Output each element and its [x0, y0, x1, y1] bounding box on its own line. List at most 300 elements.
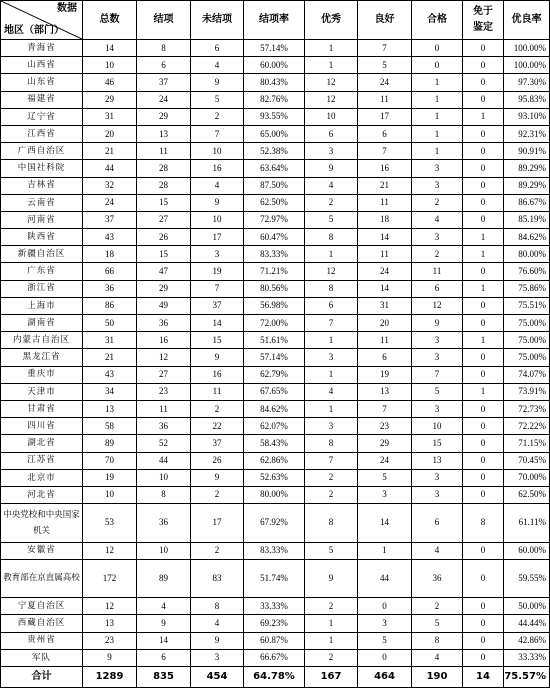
cell-not-completed: 4 — [191, 615, 244, 632]
cell-not-completed: 9 — [191, 349, 244, 366]
cell-total: 53 — [83, 504, 137, 543]
cell-good-rate: 75.86% — [504, 280, 550, 297]
cell-total: 13 — [83, 400, 137, 417]
cell-rate: 60.47% — [244, 229, 305, 246]
cell-exempt: 8 — [463, 504, 504, 543]
cell-region: 安徽省 — [1, 542, 83, 559]
cell-good-rate: 50.00% — [504, 598, 550, 615]
cell-excellent: 1 — [305, 632, 358, 649]
table-row — [1, 332, 550, 349]
cell-pass: 7 — [412, 366, 463, 383]
cell-pass: 4 — [412, 542, 463, 559]
cell-rate: 72.97% — [244, 211, 305, 228]
cell-completed: 14 — [137, 632, 191, 649]
cell-region: 湖南省 — [1, 315, 83, 332]
cell-total: 12 — [83, 542, 137, 559]
cell-exempt: 0 — [463, 486, 504, 503]
cell-good: 44 — [358, 559, 412, 598]
cell-good: 7 — [358, 143, 412, 160]
cell-excellent: 4 — [305, 177, 358, 194]
cell-exempt: 0 — [463, 452, 504, 469]
header-total: 总数 — [83, 1, 137, 40]
cell-good: 16 — [358, 160, 412, 177]
cell-rate: 51.61% — [244, 332, 305, 349]
cell-good-rate: 75.00% — [504, 349, 550, 366]
cell-rate: 66.67% — [244, 649, 305, 666]
cell-total: 20 — [83, 125, 137, 142]
cell-not-completed: 17 — [191, 229, 244, 246]
table-row — [1, 160, 550, 177]
total-good: 464 — [358, 667, 412, 688]
cell-excellent: 1 — [305, 366, 358, 383]
cell-excellent: 1 — [305, 57, 358, 74]
cell-region: 广西自治区 — [1, 143, 83, 160]
cell-region: 军队 — [1, 649, 83, 666]
cell-completed: 37 — [137, 74, 191, 91]
cell-pass: 0 — [412, 40, 463, 57]
cell-rate: 67.92% — [244, 504, 305, 543]
cell-region: 吉林省 — [1, 177, 83, 194]
cell-good: 0 — [358, 598, 412, 615]
cell-completed: 29 — [137, 280, 191, 297]
cell-exempt: 0 — [463, 297, 504, 314]
cell-good: 3 — [358, 486, 412, 503]
cell-completed: 27 — [137, 211, 191, 228]
cell-good-rate: 97.30% — [504, 74, 550, 91]
cell-exempt: 0 — [463, 211, 504, 228]
header-exempt — [463, 1, 504, 40]
cell-total: 89 — [83, 435, 137, 452]
cell-region: 中国社科院 — [1, 160, 83, 177]
table-row — [1, 452, 550, 469]
cell-good: 5 — [358, 469, 412, 486]
cell-region: 黑龙江省 — [1, 349, 83, 366]
header-rate: 结项率 — [244, 1, 305, 40]
cell-rate: 65.00% — [244, 125, 305, 142]
cell-not-completed: 2 — [191, 486, 244, 503]
cell-good-rate: 90.91% — [504, 143, 550, 160]
cell-rate: 60.87% — [244, 632, 305, 649]
table-row — [1, 383, 550, 400]
cell-region: 河北省 — [1, 486, 83, 503]
total-total: 1289 — [83, 667, 137, 688]
cell-excellent: 12 — [305, 74, 358, 91]
cell-pass: 0 — [412, 57, 463, 74]
cell-completed: 28 — [137, 160, 191, 177]
cell-not-completed: 22 — [191, 418, 244, 435]
table-row — [1, 40, 550, 57]
cell-excellent: 12 — [305, 263, 358, 280]
cell-good: 6 — [358, 349, 412, 366]
cell-completed: 23 — [137, 383, 191, 400]
cell-total: 31 — [83, 332, 137, 349]
cell-pass: 3 — [412, 469, 463, 486]
cell-region: 天津市 — [1, 383, 83, 400]
cell-rate: 84.62% — [244, 400, 305, 417]
cell-completed: 4 — [137, 598, 191, 615]
cell-total: 172 — [83, 559, 137, 598]
cell-exempt: 0 — [463, 263, 504, 280]
cell-completed: 15 — [137, 194, 191, 211]
table-row — [1, 315, 550, 332]
cell-region: 贵州省 — [1, 632, 83, 649]
cell-exempt: 0 — [463, 315, 504, 332]
cell-good: 3 — [358, 615, 412, 632]
cell-completed: 36 — [137, 418, 191, 435]
cell-region: 浙江省 — [1, 280, 83, 297]
cell-not-completed: 10 — [191, 211, 244, 228]
cell-good: 13 — [358, 383, 412, 400]
cell-excellent: 8 — [305, 229, 358, 246]
cell-total: 29 — [83, 91, 137, 108]
cell-total: 21 — [83, 349, 137, 366]
cell-good-rate: 100.00% — [504, 57, 550, 74]
cell-completed: 6 — [137, 649, 191, 666]
cell-region: 江苏省 — [1, 452, 83, 469]
table-row — [1, 108, 550, 125]
cell-exempt: 0 — [463, 418, 504, 435]
cell-not-completed: 2 — [191, 542, 244, 559]
table-row — [1, 469, 550, 486]
total-row — [1, 667, 550, 688]
cell-rate: 57.14% — [244, 40, 305, 57]
header-good: 良好 — [358, 1, 412, 40]
cell-region: 山西省 — [1, 57, 83, 74]
cell-exempt: 0 — [463, 435, 504, 452]
cell-good: 5 — [358, 57, 412, 74]
cell-rate: 62.79% — [244, 366, 305, 383]
cell-good-rate: 75.00% — [504, 315, 550, 332]
cell-rate: 58.43% — [244, 435, 305, 452]
table-row — [1, 418, 550, 435]
header-exempt-line2: 鉴定 — [473, 22, 493, 33]
cell-completed: 11 — [137, 143, 191, 160]
cell-exempt: 0 — [463, 40, 504, 57]
cell-good: 21 — [358, 177, 412, 194]
cell-exempt: 0 — [463, 559, 504, 598]
header-exempt-line1: 免于 — [473, 6, 493, 17]
cell-completed: 26 — [137, 229, 191, 246]
cell-pass: 2 — [412, 598, 463, 615]
cell-rate: 57.14% — [244, 349, 305, 366]
cell-pass: 2 — [412, 194, 463, 211]
cell-good-rate: 84.62% — [504, 229, 550, 246]
cell-good: 24 — [358, 452, 412, 469]
cell-excellent: 8 — [305, 435, 358, 452]
table-body — [1, 40, 550, 667]
cell-region: 广东省 — [1, 263, 83, 280]
total-good-rate: 75.57% — [504, 667, 550, 688]
cell-region: 重庆市 — [1, 366, 83, 383]
cell-good-rate: 85.19% — [504, 211, 550, 228]
cell-excellent: 9 — [305, 559, 358, 598]
total-exempt: 14 — [463, 667, 504, 688]
table-row — [1, 486, 550, 503]
cell-excellent: 10 — [305, 108, 358, 125]
cell-good: 7 — [358, 400, 412, 417]
cell-not-completed: 17 — [191, 504, 244, 543]
cell-not-completed: 83 — [191, 559, 244, 598]
header-corner-bottom: 地区（部门） — [4, 25, 64, 36]
cell-total: 13 — [83, 615, 137, 632]
cell-completed: 16 — [137, 332, 191, 349]
total-region: 合计 — [1, 667, 83, 688]
cell-good-rate: 76.60% — [504, 263, 550, 280]
table-row — [1, 57, 550, 74]
table-row — [1, 211, 550, 228]
cell-pass: 36 — [412, 559, 463, 598]
total-excellent: 167 — [305, 667, 358, 688]
cell-pass: 3 — [412, 332, 463, 349]
cell-total: 14 — [83, 40, 137, 57]
cell-completed: 10 — [137, 469, 191, 486]
cell-good-rate: 93.10% — [504, 108, 550, 125]
cell-not-completed: 26 — [191, 452, 244, 469]
cell-rate: 62.07% — [244, 418, 305, 435]
cell-not-completed: 9 — [191, 469, 244, 486]
cell-pass: 3 — [412, 177, 463, 194]
cell-completed: 44 — [137, 452, 191, 469]
table-row — [1, 435, 550, 452]
cell-total: 43 — [83, 366, 137, 383]
cell-good-rate: 42.86% — [504, 632, 550, 649]
table-row — [1, 366, 550, 383]
cell-good: 19 — [358, 366, 412, 383]
cell-excellent: 2 — [305, 194, 358, 211]
cell-rate: 67.65% — [244, 383, 305, 400]
cell-good: 11 — [358, 194, 412, 211]
cell-good: 11 — [358, 332, 412, 349]
cell-good: 23 — [358, 418, 412, 435]
cell-rate: 51.74% — [244, 559, 305, 598]
cell-pass: 2 — [412, 246, 463, 263]
cell-rate: 71.21% — [244, 263, 305, 280]
cell-excellent: 1 — [305, 332, 358, 349]
cell-not-completed: 2 — [191, 108, 244, 125]
cell-pass: 3 — [412, 349, 463, 366]
cell-excellent: 9 — [305, 160, 358, 177]
cell-excellent: 2 — [305, 469, 358, 486]
cell-rate: 33.33% — [244, 598, 305, 615]
cell-total: 50 — [83, 315, 137, 332]
header-good-rate: 优良率 — [504, 1, 550, 40]
header-pass: 合格 — [412, 1, 463, 40]
cell-exempt: 1 — [463, 383, 504, 400]
cell-good: 20 — [358, 315, 412, 332]
cell-region: 内蒙古自治区 — [1, 332, 83, 349]
cell-excellent: 2 — [305, 486, 358, 503]
total-not-completed: 454 — [191, 667, 244, 688]
cell-completed: 12 — [137, 349, 191, 366]
cell-exempt: 0 — [463, 194, 504, 211]
cell-rate: 52.63% — [244, 469, 305, 486]
cell-total: 9 — [83, 649, 137, 666]
cell-good: 14 — [358, 280, 412, 297]
cell-not-completed: 11 — [191, 383, 244, 400]
cell-good-rate: 62.50% — [504, 486, 550, 503]
cell-total: 21 — [83, 143, 137, 160]
table-row — [1, 263, 550, 280]
cell-region: 北京市 — [1, 469, 83, 486]
header-excellent: 优秀 — [305, 1, 358, 40]
cell-excellent: 1 — [305, 246, 358, 263]
table-row — [1, 194, 550, 211]
cell-exempt: 0 — [463, 649, 504, 666]
cell-pass: 4 — [412, 649, 463, 666]
cell-total: 19 — [83, 469, 137, 486]
cell-excellent: 7 — [305, 315, 358, 332]
cell-good-rate: 75.51% — [504, 297, 550, 314]
cell-good-rate: 72.22% — [504, 418, 550, 435]
cell-exempt: 0 — [463, 632, 504, 649]
cell-total: 46 — [83, 74, 137, 91]
cell-good: 11 — [358, 246, 412, 263]
cell-excellent: 12 — [305, 91, 358, 108]
cell-pass: 13 — [412, 452, 463, 469]
cell-region: 甘肃省 — [1, 400, 83, 417]
cell-good: 31 — [358, 297, 412, 314]
cell-pass: 11 — [412, 263, 463, 280]
cell-good: 11 — [358, 91, 412, 108]
cell-not-completed: 14 — [191, 315, 244, 332]
table-row — [1, 229, 550, 246]
cell-pass: 3 — [412, 486, 463, 503]
cell-total: 12 — [83, 598, 137, 615]
cell-not-completed: 5 — [191, 91, 244, 108]
cell-completed: 36 — [137, 504, 191, 543]
cell-not-completed: 3 — [191, 246, 244, 263]
cell-rate: 80.56% — [244, 280, 305, 297]
cell-pass: 15 — [412, 435, 463, 452]
cell-total: 66 — [83, 263, 137, 280]
cell-rate: 62.86% — [244, 452, 305, 469]
cell-not-completed: 37 — [191, 297, 244, 314]
cell-region: 西藏自治区 — [1, 615, 83, 632]
cell-good: 24 — [358, 74, 412, 91]
cell-total: 70 — [83, 452, 137, 469]
cell-good: 14 — [358, 504, 412, 543]
cell-pass: 4 — [412, 211, 463, 228]
cell-rate: 80.43% — [244, 74, 305, 91]
cell-region: 中央党校和中央国家机关 — [1, 504, 83, 543]
table-row — [1, 349, 550, 366]
cell-completed: 6 — [137, 57, 191, 74]
total-pass: 190 — [412, 667, 463, 688]
cell-total: 31 — [83, 108, 137, 125]
cell-exempt: 0 — [463, 57, 504, 74]
header-corner-top: 数据 — [57, 3, 77, 14]
cell-excellent: 7 — [305, 452, 358, 469]
cell-region: 湖北省 — [1, 435, 83, 452]
cell-excellent: 2 — [305, 649, 358, 666]
cell-region: 四川省 — [1, 418, 83, 435]
table-row — [1, 598, 550, 615]
cell-good: 7 — [358, 40, 412, 57]
cell-excellent: 8 — [305, 280, 358, 297]
cell-total: 10 — [83, 486, 137, 503]
cell-pass: 8 — [412, 632, 463, 649]
cell-pass: 3 — [412, 400, 463, 417]
cell-good-rate: 80.00% — [504, 246, 550, 263]
cell-good: 14 — [358, 229, 412, 246]
table-row — [1, 91, 550, 108]
cell-not-completed: 15 — [191, 332, 244, 349]
total-completed: 835 — [137, 667, 191, 688]
cell-not-completed: 7 — [191, 280, 244, 297]
cell-good-rate: 95.83% — [504, 91, 550, 108]
cell-region: 云南省 — [1, 194, 83, 211]
cell-completed: 27 — [137, 366, 191, 383]
cell-excellent: 6 — [305, 297, 358, 314]
cell-completed: 47 — [137, 263, 191, 280]
cell-exempt: 0 — [463, 74, 504, 91]
table-row — [1, 177, 550, 194]
table-row — [1, 615, 550, 632]
cell-exempt: 0 — [463, 349, 504, 366]
cell-pass: 6 — [412, 504, 463, 543]
cell-excellent: 6 — [305, 125, 358, 142]
header-row — [1, 1, 550, 40]
cell-completed: 36 — [137, 315, 191, 332]
cell-good: 29 — [358, 435, 412, 452]
cell-pass: 5 — [412, 615, 463, 632]
total-rate: 64.78% — [244, 667, 305, 688]
cell-exempt: 0 — [463, 469, 504, 486]
cell-good-rate: 100.00% — [504, 40, 550, 57]
cell-completed: 29 — [137, 108, 191, 125]
cell-pass: 1 — [412, 74, 463, 91]
cell-excellent: 5 — [305, 542, 358, 559]
cell-not-completed: 4 — [191, 177, 244, 194]
cell-not-completed: 4 — [191, 57, 244, 74]
table-row — [1, 542, 550, 559]
cell-not-completed: 7 — [191, 125, 244, 142]
cell-rate: 62.50% — [244, 194, 305, 211]
cell-total: 18 — [83, 246, 137, 263]
cell-pass: 5 — [412, 383, 463, 400]
cell-region: 辽宁省 — [1, 108, 83, 125]
cell-good-rate: 70.45% — [504, 452, 550, 469]
cell-region: 新疆自治区 — [1, 246, 83, 263]
header-corner-cell — [1, 1, 83, 40]
cell-pass: 1 — [412, 125, 463, 142]
cell-good: 17 — [358, 108, 412, 125]
cell-pass: 10 — [412, 418, 463, 435]
cell-total: 23 — [83, 632, 137, 649]
cell-good-rate: 44.44% — [504, 615, 550, 632]
cell-completed: 49 — [137, 297, 191, 314]
cell-not-completed: 9 — [191, 194, 244, 211]
cell-not-completed: 37 — [191, 435, 244, 452]
cell-pass: 6 — [412, 280, 463, 297]
cell-region: 福建省 — [1, 91, 83, 108]
cell-rate: 93.55% — [244, 108, 305, 125]
cell-not-completed: 3 — [191, 649, 244, 666]
cell-exempt: 1 — [463, 108, 504, 125]
cell-good: 0 — [358, 649, 412, 666]
cell-not-completed: 9 — [191, 74, 244, 91]
table-row — [1, 280, 550, 297]
cell-rate: 83.33% — [244, 246, 305, 263]
cell-exempt: 1 — [463, 229, 504, 246]
cell-total: 24 — [83, 194, 137, 211]
table-row — [1, 246, 550, 263]
cell-exempt: 0 — [463, 542, 504, 559]
cell-not-completed: 16 — [191, 366, 244, 383]
cell-rate: 83.33% — [244, 542, 305, 559]
cell-good-rate: 33.33% — [504, 649, 550, 666]
cell-rate: 69.23% — [244, 615, 305, 632]
